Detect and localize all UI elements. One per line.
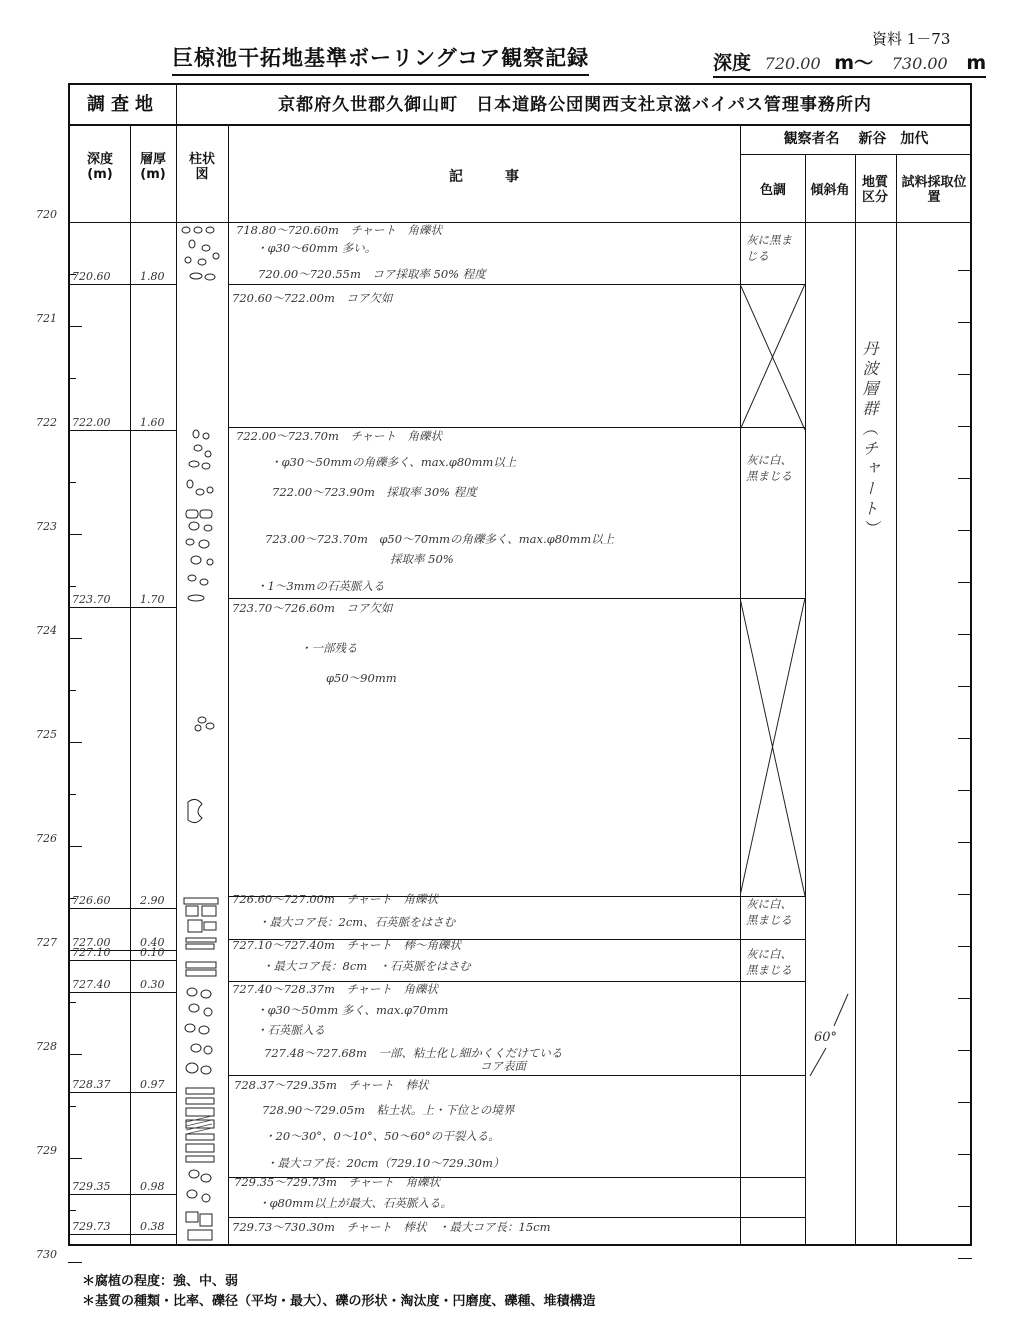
- layer-depth: 720.60: [72, 270, 111, 284]
- color-note: 灰に黒まじる: [746, 233, 792, 263]
- note-boundary: [228, 598, 805, 599]
- layer-thickness: 1.80: [140, 270, 165, 284]
- color-note: 灰に白、黒まじる: [746, 947, 792, 977]
- layer-depth: 729.35: [72, 1180, 111, 1194]
- depth-half-tick: [68, 378, 76, 379]
- note-line: 720.60～722.00m コア欠如: [232, 291, 393, 305]
- depth-tick-label: 723: [36, 520, 57, 533]
- depth-tick: [68, 846, 82, 847]
- color-note: 灰に白、黒まじる: [746, 453, 792, 483]
- col-header-depth: 深度(m): [86, 152, 113, 182]
- geology-unit: 丹波層群（チャート）: [860, 340, 879, 540]
- depth-label: 深度: [713, 52, 752, 74]
- layer-thickness: 1.60: [140, 416, 165, 429]
- depth-half-tick: [68, 1106, 76, 1107]
- note-line: 722.00～723.70m チャート 角礫状: [236, 429, 443, 443]
- site-divider: [176, 83, 177, 124]
- layer-thickness: 0.38: [140, 1219, 165, 1233]
- depth-tick: [68, 1054, 82, 1055]
- col-header-notes: 記 事: [449, 169, 519, 185]
- note-line: 728.90～729.05m 粘土状。上・下位との境界: [262, 1103, 515, 1117]
- layer-depth: 722.00: [72, 416, 111, 429]
- depth-tick-label: 730: [36, 1248, 57, 1261]
- depth-range: [713, 48, 986, 78]
- note-line: 722.00～723.90m 採取率 30% 程度: [272, 485, 477, 499]
- layer-boundary: [68, 607, 176, 608]
- site-label: 調査地: [87, 94, 159, 115]
- depth-tick-label: 724: [36, 624, 57, 637]
- depth-unit-from: m～: [834, 52, 874, 74]
- note-line: ・φ30～60mm 多い。: [256, 241, 377, 255]
- columnar-section: [176, 222, 228, 1244]
- depth-tick-label: 721: [36, 312, 57, 325]
- observer-label: 観察者名: [783, 131, 840, 147]
- depth-tick-label: 725: [36, 728, 57, 741]
- col-header-thickness: 層厚(m): [139, 152, 166, 182]
- depth-half-tick: [68, 1002, 76, 1003]
- layer-boundary: [68, 430, 176, 431]
- sample-tick: [958, 1154, 972, 1155]
- layer-thickness: 2.90: [140, 894, 165, 908]
- layer-thickness: 0.30: [140, 977, 165, 991]
- missing-core-mark-1: [740, 284, 805, 598]
- sample-tick: [958, 478, 972, 479]
- col-header-dip: 傾斜角: [810, 183, 850, 198]
- note-line: ・最大コア長：8cm ・石英脈をはさむ: [262, 959, 471, 973]
- layer-boundary: [68, 1194, 176, 1195]
- sample-tick: [958, 842, 972, 843]
- depth-tick-label: 728: [36, 1040, 57, 1053]
- depth-tick-label: 726: [36, 832, 57, 845]
- col-divider-1: [130, 124, 131, 1246]
- site-row-border: [68, 124, 972, 126]
- depth-tick: [68, 326, 82, 327]
- depth-half-tick: [68, 690, 76, 691]
- layer-thickness: 0.10: [140, 946, 165, 960]
- layer-thickness: 0.98: [140, 1180, 165, 1194]
- observer-row-border: [740, 154, 972, 155]
- layer-thickness: 0.97: [140, 1078, 165, 1092]
- note-boundary: [228, 1217, 805, 1218]
- note-line: 727.48～727.68m 一部、粘土化し細かくくだけている: [264, 1046, 563, 1060]
- note-line: 726.60～727.00m チャート 角礫状: [232, 892, 439, 906]
- layer-boundary: [68, 1092, 176, 1093]
- depth-tick: [68, 638, 82, 639]
- layer-depth: 727.40: [72, 977, 111, 991]
- note-line: 728.37～729.35m チャート 棒状: [234, 1078, 429, 1092]
- col-divider-7: [896, 154, 897, 1246]
- sample-tick: [958, 530, 972, 531]
- layer-depth: 727.00: [72, 936, 111, 949]
- depth-half-tick: [68, 482, 76, 483]
- layer-depth: 726.60: [72, 894, 111, 908]
- note-line: 729.35～729.73m チャート 角礫状: [234, 1175, 441, 1189]
- note-line: ・一部残る: [300, 641, 358, 655]
- layer-depth: 728.37: [72, 1078, 111, 1092]
- color-note: 灰に白、黒まじる: [746, 897, 792, 927]
- depth-tick-label: 727: [36, 936, 57, 949]
- note-line: 718.80～720.60m チャート 角礫状: [236, 223, 443, 237]
- depth-half-tick: [68, 586, 76, 587]
- sample-tick: [958, 1050, 972, 1051]
- depth-from: 720.00: [764, 54, 821, 73]
- note-boundary: [228, 284, 805, 285]
- note-line: ・φ30～50mmの角礫多く、max.φ80mm以上: [270, 455, 517, 469]
- col-header-color: 色調: [759, 183, 786, 198]
- depth-tick: [68, 534, 82, 535]
- missing-core-mark-2: [740, 598, 805, 896]
- layer-boundary: [68, 992, 176, 993]
- sample-tick: [958, 686, 972, 687]
- note-line: ・1～3mmの石英脈入る: [256, 579, 385, 593]
- note-line: ・石英脈入る: [256, 1023, 325, 1037]
- layer-depth: 729.73: [72, 1219, 111, 1233]
- sample-tick: [958, 1258, 972, 1259]
- layer-boundary: [68, 284, 176, 285]
- col-divider-3: [228, 124, 229, 1246]
- layer-thickness: 1.70: [140, 592, 165, 606]
- sample-tick: [958, 998, 972, 999]
- footnote-2: ＊基質の種類・比率、礫径（平均・最大）、礫の形状・淘汰度・円磨度、礫種、堆積構造: [82, 1294, 596, 1309]
- layer-depth: 727.10: [72, 946, 111, 960]
- sample-tick: [958, 322, 972, 323]
- note-line: 729.73～730.30m チャート 棒状 ・最大コア長：15cm: [232, 1220, 551, 1234]
- sample-tick: [958, 1102, 972, 1103]
- observer: [740, 128, 972, 148]
- layer-depth: 723.70: [72, 592, 111, 606]
- note-line: ・最大コア長：2cm、石英脈をはさむ: [258, 915, 456, 929]
- depth-half-tick: [68, 794, 76, 795]
- depth-tick: [68, 742, 82, 743]
- depth-tick-label: 720: [36, 208, 57, 221]
- observer-name: 新谷 加代: [858, 131, 929, 147]
- note-line: コア表面: [480, 1059, 526, 1073]
- note-line: ・φ30～50mm 多く、max.φ70mm: [256, 1003, 449, 1017]
- sample-tick: [958, 634, 972, 635]
- note-line: ・φ80mm以上が最大、石英脈入る。: [258, 1196, 452, 1210]
- sample-tick: [958, 374, 972, 375]
- footnote-1: ＊腐植の程度：強、中、弱: [82, 1274, 239, 1289]
- sample-tick: [958, 894, 972, 895]
- sample-tick: [958, 1206, 972, 1207]
- sample-tick: [958, 582, 972, 583]
- layer-boundary: [68, 1234, 176, 1235]
- col-header-sample: 試料採取位置: [901, 175, 967, 205]
- document-id: 資料 1－73: [872, 30, 951, 48]
- page-title: 巨椋池干拓地基準ボーリングコア観察記録: [172, 42, 589, 76]
- sample-tick: [958, 426, 972, 427]
- depth-tick: [68, 222, 82, 223]
- depth-tick: [68, 1158, 82, 1159]
- note-line: ・最大コア長：20cm（729.10～729.30m）: [266, 1156, 505, 1170]
- col-divider-6: [855, 154, 856, 1246]
- sample-tick: [958, 270, 972, 271]
- note-line: 727.40～728.37m チャート 角礫状: [232, 982, 439, 996]
- note-line: 723.70～726.60m コア欠如: [232, 601, 393, 615]
- col-header-columnar: 柱状図: [188, 152, 215, 182]
- note-line: 727.10～727.40m チャート 棒～角礫状: [232, 938, 462, 952]
- layer-thickness: 0.40: [140, 936, 165, 949]
- depth-half-tick: [68, 1210, 76, 1211]
- note-line: ・20～30°、0～10°、50～60°の干裂入る。: [264, 1129, 500, 1143]
- sample-tick: [958, 738, 972, 739]
- depth-unit-to: m: [966, 52, 987, 74]
- dip-value: 60°: [814, 1030, 838, 1045]
- note-line: φ50～90mm: [326, 671, 397, 685]
- sample-tick: [958, 790, 972, 791]
- layer-boundary: [68, 960, 176, 961]
- depth-tick-label: 729: [36, 1144, 57, 1157]
- note-line: 採取率 50%: [390, 552, 454, 566]
- note-boundary: [228, 1075, 805, 1076]
- sample-tick: [958, 946, 972, 947]
- note-line: 723.00～723.70m φ50～70mmの角礫多く、max.φ80mm以上: [265, 532, 615, 546]
- depth-to: 730.00: [891, 54, 948, 73]
- col-divider-5: [805, 154, 806, 1246]
- site-value: 京都府久世郡久御山町 日本道路公団関西支社京滋バイパス管理事務所内: [278, 95, 872, 115]
- depth-tick: [68, 1262, 82, 1263]
- col-header-geology: 地質区分: [861, 175, 888, 205]
- layer-boundary: [68, 908, 176, 909]
- depth-tick-label: 722: [36, 416, 57, 429]
- note-line: 720.00～720.55m コア採取率 50% 程度: [258, 267, 486, 281]
